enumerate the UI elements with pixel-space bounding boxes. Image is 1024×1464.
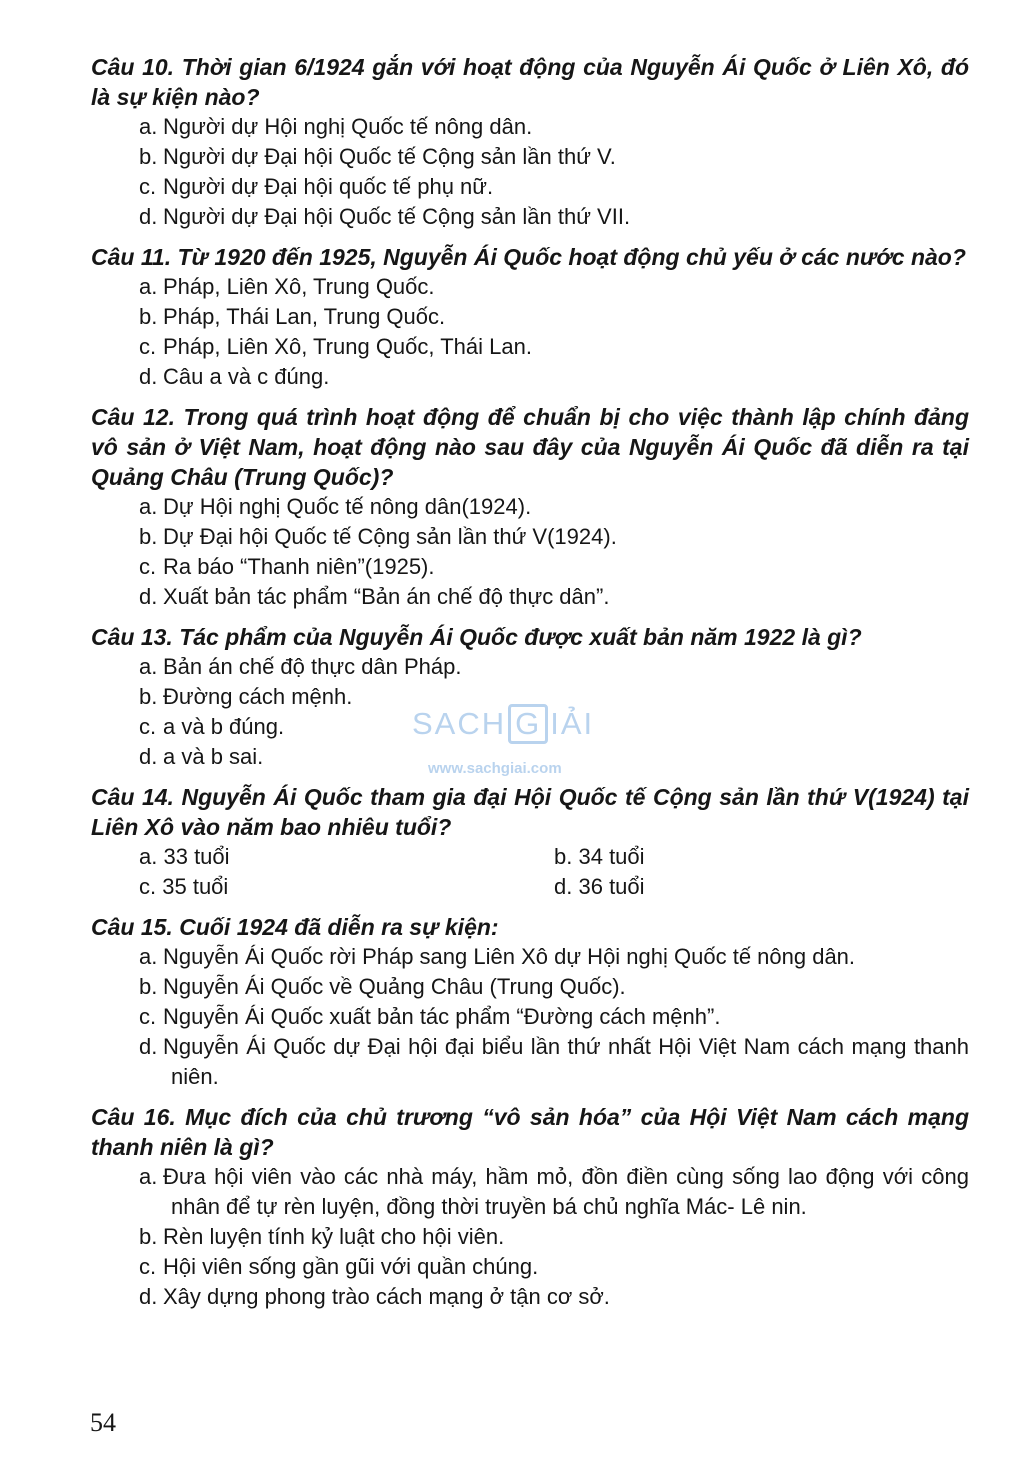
question-title: Câu 14. Nguyễn Ái Quốc tham gia đại Hội Quốc tế Cộng sản lần thứ V(1924) tại Liên Xô vào năm bao nhiêu tuổi? [91, 784, 969, 840]
option-c: c. Nguyễn Ái Quốc xuất bản tác phẩm “Đường cách mệnh”. [139, 1004, 721, 1029]
question-title: Câu 11. Từ 1920 đến 1925, Nguyễn Ái Quốc hoạt động chủ yếu ở các nước nào? [91, 244, 966, 270]
option-b: b. Người dự Đại hội Quốc tế Cộng sản lần thứ V. [139, 144, 616, 169]
watermark-g-box: G [508, 704, 548, 744]
watermark-url: www.sachgiai.com [428, 760, 562, 777]
option-b: b. Nguyễn Ái Quốc về Quảng Châu (Trung Quốc). [139, 974, 626, 999]
option-b: b. Pháp, Thái Lan, Trung Quốc. [139, 304, 446, 329]
option-d: d. Người dự Đại hội Quốc tế Cộng sản lần thứ VII. [139, 204, 631, 229]
question-11 [91, 242, 969, 392]
option-row [91, 842, 969, 872]
worksheet-page [91, 52, 969, 1322]
option-d: d. a và b sai. [139, 744, 264, 769]
question-14 [91, 782, 969, 902]
option-d: d. Xây dựng phong trào cách mạng ở tận cơ sở. [139, 1284, 610, 1309]
option-b: b. Dự Đại hội Quốc tế Cộng sản lần thứ V(1924). [139, 524, 617, 549]
question-title: Câu 12. Trong quá trình hoạt động để chuẩn bị cho việc thành lập chính đảng vô sản ở Việt Nam, hoạt động nào sau đây của Nguyễn Ái Quốc đã diễn ra tại Quảng Châu (Trung Quốc)? [91, 404, 969, 490]
question-title: Câu 16. Mục đích của chủ trương “vô sản hóa” của Hội Việt Nam cách mạng thanh niên là gì? [91, 1104, 969, 1160]
option-c: c. Hội viên sống gần gũi với quần chúng. [139, 1254, 539, 1279]
option-c: c. Pháp, Liên Xô, Trung Quốc, Thái Lan. [139, 334, 532, 359]
option-d: d. 36 tuổi [554, 874, 645, 899]
option-b: b. Đường cách mệnh. [139, 684, 353, 709]
option-d: d. Nguyễn Ái Quốc dự Đại hội đại biểu lần thứ nhất Hội Việt Nam cách mạng thanh niên. [139, 1034, 969, 1089]
option-d: d. Câu a và c đúng. [139, 364, 330, 389]
sachgiai-watermark [412, 704, 622, 784]
option-c: c. Người dự Đại hội quốc tế phụ nữ. [139, 174, 494, 199]
question-16 [91, 1102, 969, 1312]
page-number: 54 [90, 1408, 116, 1437]
option-a: a. Bản án chế độ thực dân Pháp. [139, 654, 462, 679]
option-row [91, 872, 969, 902]
option-list [91, 1162, 969, 1312]
question-title: Câu 13. Tác phẩm của Nguyễn Ái Quốc được xuất bản năm 1922 là gì? [91, 624, 862, 650]
watermark-logo: SACH G IẢI [412, 704, 594, 744]
option-a: a. 33 tuổi [139, 844, 230, 869]
option-a: a. Pháp, Liên Xô, Trung Quốc. [139, 274, 435, 299]
option-c: c. 35 tuổi [139, 874, 229, 899]
option-c: c. Ra báo “Thanh niên”(1925). [139, 554, 435, 579]
question-10 [91, 52, 969, 232]
option-list [91, 942, 969, 1092]
option-list [91, 112, 969, 232]
option-list [91, 272, 969, 392]
option-list [91, 492, 969, 612]
option-list [91, 842, 969, 902]
option-c: c. a và b đúng. [139, 714, 285, 739]
option-d: d. Xuất bản tác phẩm “Bản án chế độ thực dân”. [139, 584, 610, 609]
option-a: a. Đưa hội viên vào các nhà máy, hầm mỏ, đồn điền cùng sống lao động với công nhân để tự rèn luyện, đồng thời truyền bá chủ nghĩa Mác- Lê nin. [139, 1164, 969, 1219]
option-a: a. Nguyễn Ái Quốc rời Pháp sang Liên Xô dự Hội nghị Quốc tế nông dân. [139, 944, 856, 969]
option-b: b. Rèn luyện tính kỷ luật cho hội viên. [139, 1224, 505, 1249]
question-title: Câu 10. Thời gian 6/1924 gắn với hoạt động của Nguyễn Ái Quốc ở Liên Xô, đó là sự kiện nào? [91, 54, 969, 110]
question-title: Câu 15. Cuối 1924 đã diễn ra sự kiện: [91, 914, 499, 940]
question-15 [91, 912, 969, 1092]
option-a: a. Người dự Hội nghị Quốc tế nông dân. [139, 114, 533, 139]
question-12 [91, 402, 969, 612]
option-a: a. Dự Hội nghị Quốc tế nông dân(1924). [139, 494, 532, 519]
option-b: b. 34 tuổi [554, 844, 645, 869]
